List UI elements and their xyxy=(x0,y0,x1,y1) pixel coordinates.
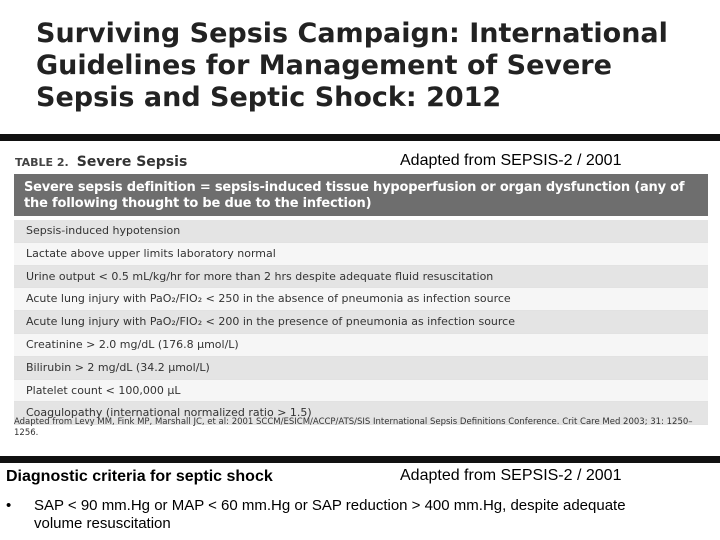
criteria-row: Acute lung injury with PaO₂/FIO₂ < 200 in the presence of pneumonia as infection source xyxy=(14,311,708,334)
adapted-from-bottom: Adapted from SEPSIS-2 / 2001 xyxy=(400,467,622,484)
criteria-row: Creatinine > 2.0 mg/dL (176.8 μmol/L) xyxy=(14,334,708,357)
adapted-from-top: Adapted from SEPSIS-2 / 2001 xyxy=(400,152,622,169)
criteria-row: Acute lung injury with PaO₂/FIO₂ < 250 in the absence of pneumonia as infection source xyxy=(14,288,708,311)
criteria-row: Bilirubin > 2 mg/dL (34.2 μmol/L) xyxy=(14,357,708,380)
slide-title: Surviving Sepsis Campaign: International Guidelines for Management of Severe Sepsis and Septic Shock: 2012 xyxy=(36,18,668,113)
criteria-row: Platelet count < 100,000 μL xyxy=(14,380,708,403)
top-divider xyxy=(0,134,720,141)
criteria-row: Sepsis-induced hypotension xyxy=(14,220,708,243)
table-label xyxy=(15,154,187,170)
bullet-icon: • xyxy=(6,497,12,514)
criteria-row: Coagulopathy (international normalized ratio > 1.5) xyxy=(14,402,708,425)
severe-sepsis-table xyxy=(12,141,720,456)
septic-shock-heading: Diagnostic criteria for septic shock xyxy=(6,468,273,485)
severe-sepsis-definition: Severe sepsis definition = sepsis-induced tissue hypoperfusion or organ dysfunction (any of the following thought to be due to the infection) xyxy=(14,174,708,216)
criteria-row: Lactate above upper limits laboratory normal xyxy=(14,243,708,266)
table-name: Severe Sepsis xyxy=(76,154,188,170)
septic-shock-criterion-text: SAP < 90 mm.Hg or MAP < 60 mm.Hg or SAP reduction > 400 mm.Hg, despite adequate volume resuscitation xyxy=(34,497,626,532)
table-number: TABLE 2. xyxy=(15,156,69,169)
criteria-list xyxy=(14,220,708,425)
criteria-row: Urine output < 0.5 mL/kg/hr for more than 2 hrs despite adequate fluid resuscitation xyxy=(14,266,708,289)
bottom-divider xyxy=(0,456,720,463)
table-footnote: Adapted from Levy MM, Fink MP, Marshall JC, et al: 2001 SCCM/ESICM/ACCP/ATS/SIS International Sepsis Definitions Conference. Crit Care Med 2003; 31: 1250–1256. xyxy=(14,417,693,438)
